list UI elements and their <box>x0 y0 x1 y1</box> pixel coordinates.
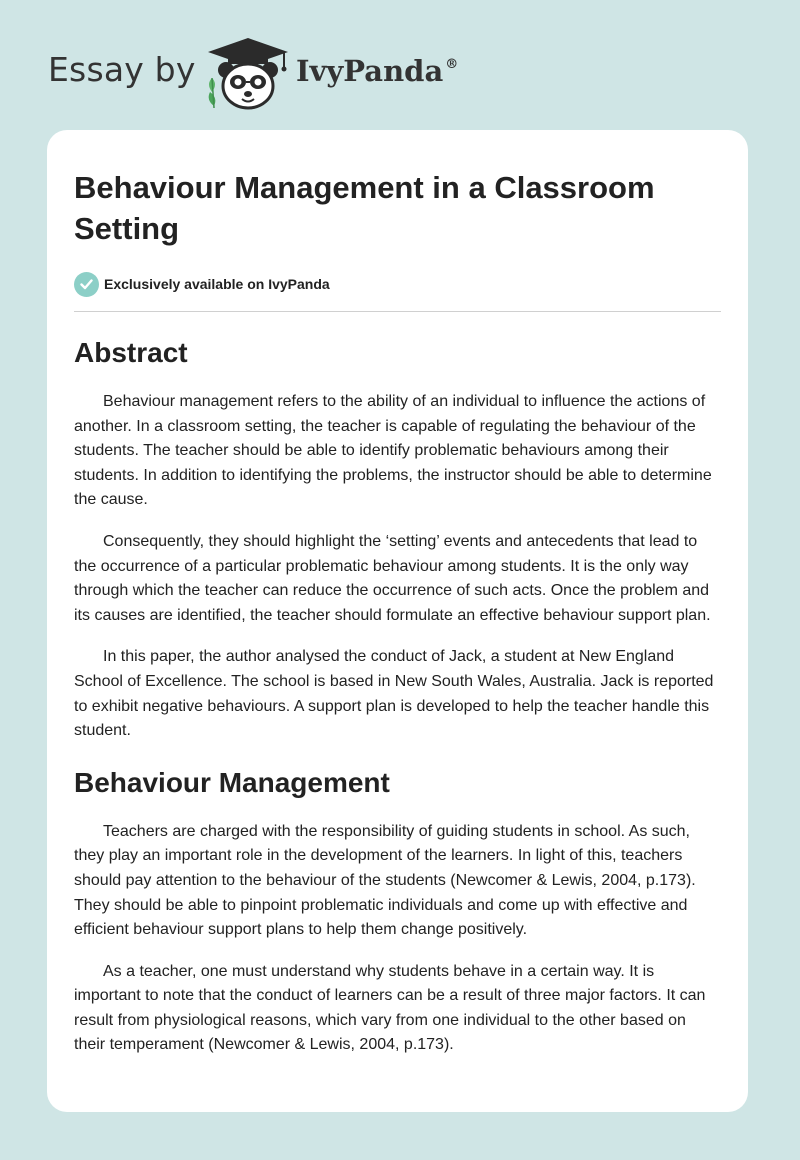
paragraph: Teachers are charged with the responsibility of guiding students in school. As such, they play an important role in the development of the learners. In light of this, teachers should pay attention to the behaviour of the students (Newcomer & Lewis, 2004, p.173). They should be able to pinpoint problematic individuals and come up with effective and efficient behaviour support plans to help them change positively. <box>74 822 696 939</box>
section-heading-behaviour-management: Behaviour Management <box>74 766 390 798</box>
essay-title: Behaviour Management in a Classroom Setting <box>74 170 655 246</box>
ivypanda-logo-text[interactable]: IvyPanda ® <box>296 54 459 88</box>
paragraph: In this paper, the author analysed the conduct of Jack, a student at New England School of Excellence. The school is based in New South Wales, Australia. Jack is reported to exhibit negative behaviours. A support plan is developed to help the teacher handle this student. <box>74 648 714 740</box>
section-heading-abstract: Abstract <box>74 337 188 368</box>
divider <box>74 311 721 312</box>
essay-by-label: Essay by <box>48 50 196 89</box>
exclusive-badge <box>74 271 721 297</box>
essay-card <box>47 130 748 1112</box>
paragraph: Consequently, they should highlight the ‘setting’ events and antecedents that lead to the occurrence of a particular problematic behaviour among students. It is the only way through which the teacher can reduce the occurrence of such acts. Once the problem and its causes are identified, the teacher should formulate an effective behaviour support plan. <box>74 532 711 624</box>
exclusive-label: Exclusively available on IvyPanda <box>104 276 330 292</box>
section-body-behaviour-management <box>74 820 721 1058</box>
check-icon <box>74 272 99 297</box>
ivypanda-logo-icon[interactable] <box>204 36 292 112</box>
paragraph: Behaviour management refers to the ability of an individual to influence the actions of another. In a classroom setting, the teacher is capable of regulating the behaviour of the students. The teacher should be able to identify problematic behaviours among their students. In addition to identifying the problems, the instructor should be able to determine the cause. <box>74 393 712 509</box>
section-body-abstract <box>74 390 721 744</box>
paragraph: As a teacher, one must understand why students behave in a certain way. It is important to note that the conduct of learners can be a result of three major factors. It can result from physiological reasons, which vary from one individual to the other based on their temperament (Newcomer & Lewis, 2004, p.173). <box>74 962 706 1054</box>
site-header <box>48 30 508 110</box>
